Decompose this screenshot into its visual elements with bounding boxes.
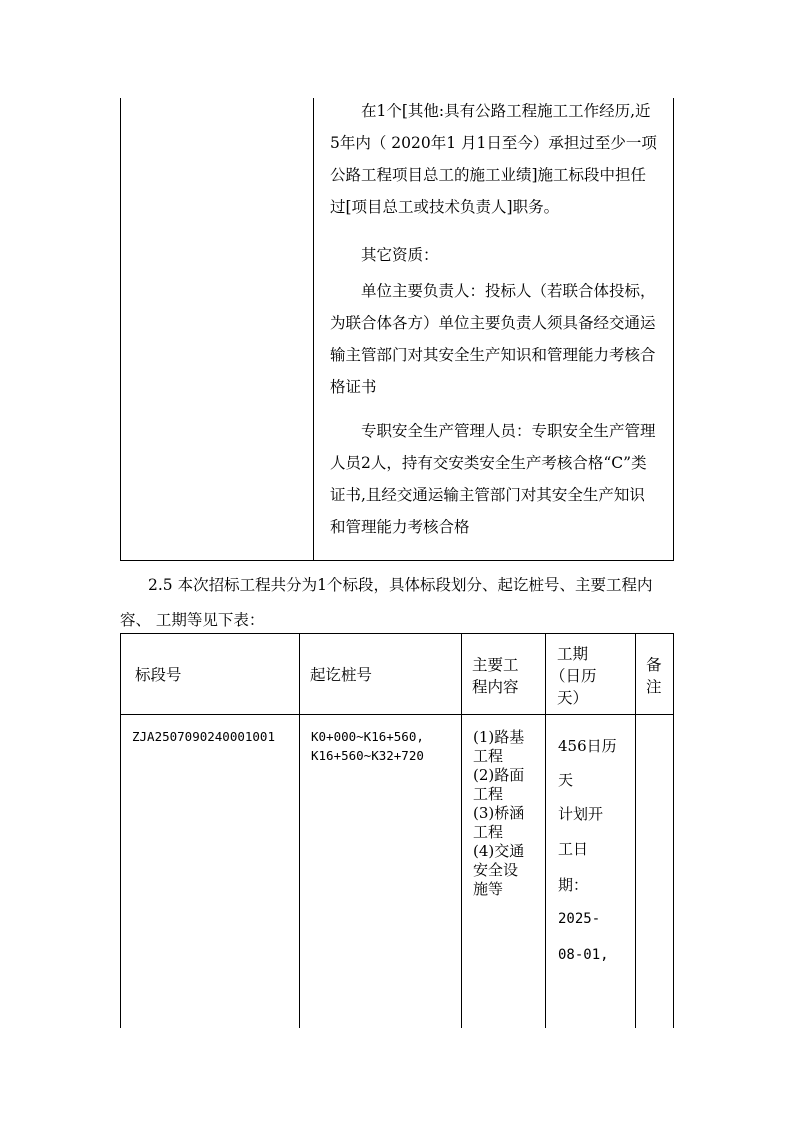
unit-head-paragraph [330,275,666,403]
text-line: 为联合体各方）单位主要负责人须具备经交通运 [330,314,656,332]
safety-staff-paragraph [330,415,666,543]
text-line: 人员2人，持有交安类安全生产考核合格“C”类 [330,454,647,472]
text-line: 公路工程项目总工的施工业绩]施工标段中担任 [330,166,647,184]
row-period-line: 2025- [558,911,601,927]
row-content-line: 安全设 [473,861,519,879]
table-col-border [120,633,121,1028]
row-content-line: (2)路面 [473,766,525,784]
row-content-line: (1)路基 [473,728,525,746]
row-content-line: 工程 [473,823,504,841]
row-period-line: 计划开 [558,805,604,823]
table-col-border [299,633,300,1028]
text-line: 证书,且经交通运输主管部门对其安全生产知识 [330,486,645,504]
header-period-line: （日历 [550,667,597,685]
section-2-5-line1: 2.5 本次招标工程共分为1个标段，具体标段划分、起讫桩号、主要工程内 [148,576,653,594]
header-content-line: 程内容 [472,678,519,696]
header-stake: 起讫桩号 [310,666,373,684]
text-line: 过[项目总工或技术负责人]职务。 [330,198,560,216]
row-content-line: (3)桥涵 [473,804,525,822]
row-period-line: 工日 [558,840,589,858]
row-content-line: 工程 [473,785,504,803]
upper-table-bottom-border [120,560,674,561]
text-line: 输主管部门对其安全生产知识和管理能力考核合 [330,346,656,364]
text-line: 单位主要负责人：投标人（若联合体投标， [361,282,656,300]
row-period-line: 456日历 [558,737,617,755]
text-line: 格证书 [330,378,377,396]
table-top-border [120,633,674,634]
table-col-border [673,633,674,1028]
row-content-line: 施等 [473,880,504,898]
text-line: 5年内（ 2020年1 月1日至今）承担过至少一项 [330,134,657,152]
header-period-line: 天） [557,689,589,707]
table-col-border [461,633,462,1028]
other-qualifications-title [330,239,666,271]
project-experience-paragraph [330,95,666,223]
header-period-line: 工期 [557,645,589,663]
table-col-border [635,633,636,1028]
text-line: 和管理能力考核合格 [330,518,470,536]
row-stake-line: K16+560~K32+720 [311,748,424,763]
row-content-line: 工程 [473,747,504,765]
header-remark-line: 注 [646,678,662,696]
upper-table-right-border [673,98,674,560]
header-section-no: 标段号 [135,666,182,684]
row-stake-line: K0+000~K16+560, [311,729,424,744]
header-remark-line: 备 [646,656,662,674]
header-content-line: 主要工 [472,656,519,674]
upper-table-left-border [120,98,121,560]
table-col-border [545,633,546,1028]
row-period-line: 期： [558,876,589,894]
section-2-5-line2: 容、 工期等见下表： [120,611,265,629]
text-line: 在1个[其他:具有公路工程施工工作经历,近 [361,102,651,120]
row-content-line: (4)交通 [473,842,525,860]
table-header-bottom-border [120,714,674,715]
text-line: 其它资质： [361,246,439,264]
row-period-line: 08-01, [558,947,609,963]
upper-table-mid-border [313,98,314,560]
text-line: 专职安全生产管理人员：专职安全生产管理 [361,422,656,440]
row-section-no: ZJA2507090240001001 [132,729,275,744]
row-period-line: 天 [558,771,574,789]
